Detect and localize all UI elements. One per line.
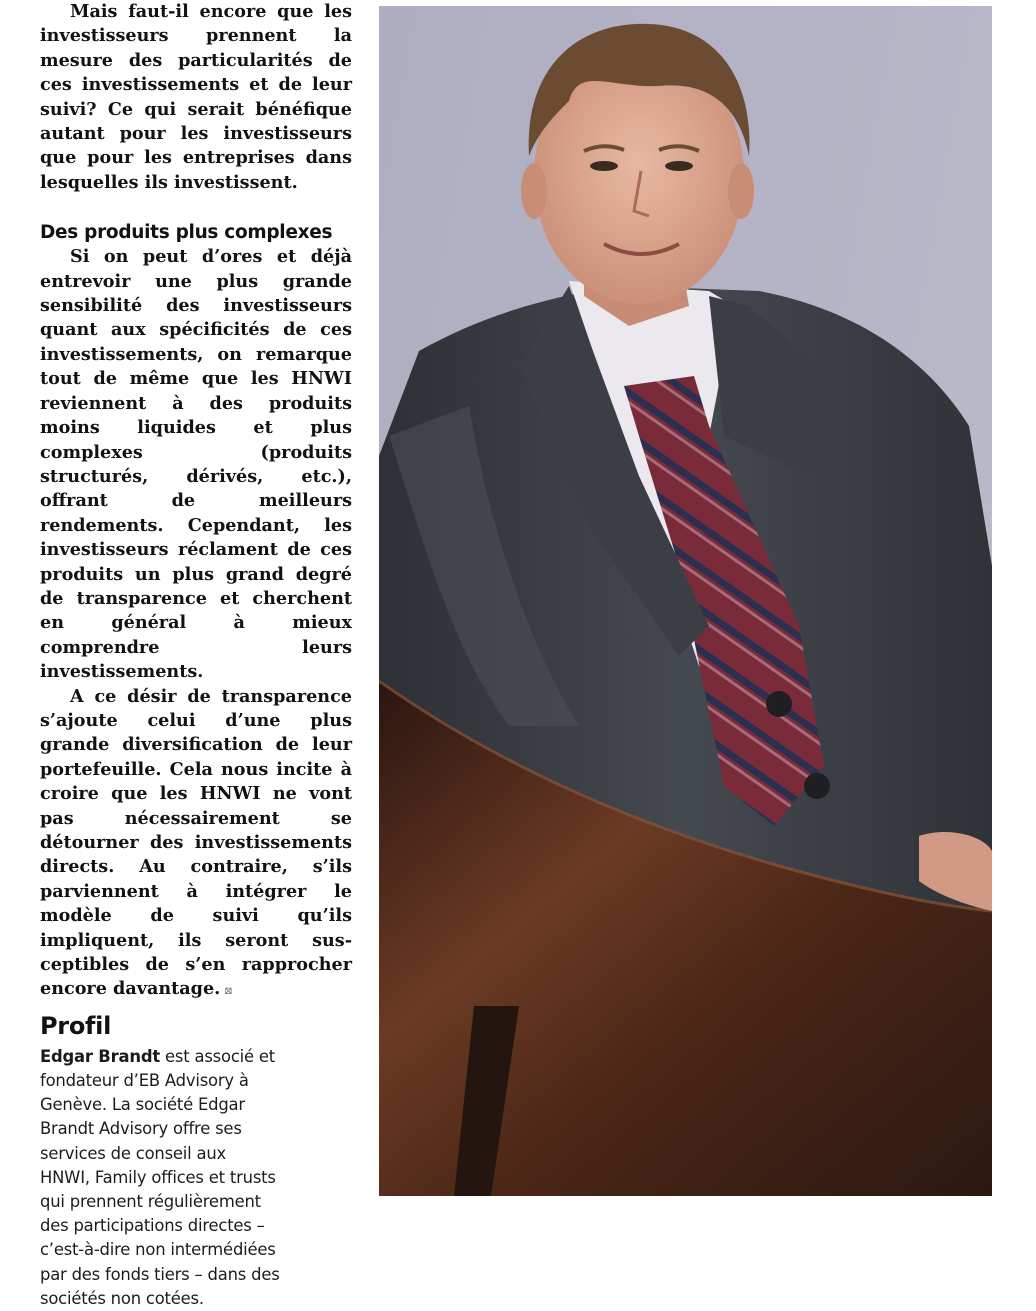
- article-paragraph-diversification: [40, 685, 352, 1005]
- article-paragraph-diversification-text: A ce désir de transparence s’ajoute celui d’une plus grande diversification de leur portefeuille. Cela nous incite à croire que les HNWI ne vont pas nécessairement se détourner des investissements directs. Au contraire, s’ils parviennent à intégrer le modèle de suivi qu’ils impliquent, ils seront susceptibles de s’en rapprocher encore davantage.: [40, 685, 352, 1000]
- article-paragraph-products: Si on peut d’ores et déjà entrevoir une plus grande sensibilité des investisseurs quant aux spécificités de ces investissements, on remarque tout de même que les HNWI reviennent à des produits moins liquides et plus complexes (produits structurés, dérivés, etc.), offrant de meilleurs rendements. Cependant, les investisseurs réclament de ces produits un plus grand degré de transparence et cherchent en général à mieux comprendre leurs investissements.: [40, 246, 352, 683]
- article-column: [40, 0, 352, 1311]
- profile-name: Edgar Brandt: [40, 1046, 160, 1066]
- article-subheading: Des produits plus complexes: [40, 222, 333, 244]
- article-paragraph-intro: Mais faut-il encore que les investisseurs prennent la mesure des particularités de ces investissements et de leur suivi? Ce qui serait bénéfique autant pour les investisseurs que pour les entreprises dans lesquelles ils investissent.: [40, 1, 352, 193]
- profile-title: Profil: [40, 1011, 112, 1040]
- portrait-photo: [379, 6, 992, 1196]
- profile-description: est associé et fondateur d’EB Advisory à Genève. La société Edgar Brandt Advisory offre ses services de conseil aux HNWI, Family offices et trusts qui prennent régulièrement des participations directes – c’est-à-dire non intermédiées par des fonds tiers – dans des sociétés non cotées.: [40, 1046, 280, 1308]
- profile-text: [40, 1045, 280, 1311]
- jacket-button: [766, 691, 792, 717]
- end-of-article-icon: ⊠: [224, 986, 233, 998]
- jacket-button: [804, 773, 830, 799]
- portrait-illustration: [379, 6, 992, 1196]
